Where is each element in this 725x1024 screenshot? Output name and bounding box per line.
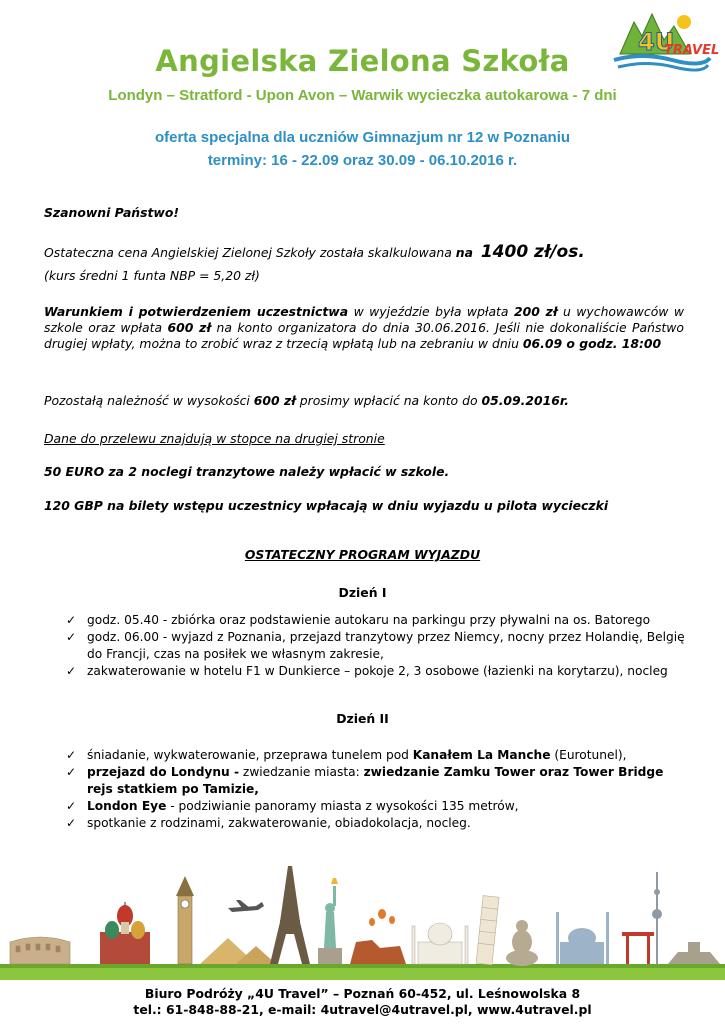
exchange-rate: (kurs średni 1 funta NBP = 5,20 zł) [44, 268, 260, 283]
dates-line: terminy: 16 - 22.09 oraz 30.09 - 06.10.2016 r. [207, 152, 518, 169]
day1-heading: Dzień I [338, 585, 387, 600]
buddha-statue-icon [506, 920, 538, 966]
landmarks-skyline-illustration [0, 862, 725, 980]
list-item [66, 764, 686, 798]
list-item-text: spotkanie z rodzinami, zakwaterowanie, obiadokolacja, nocleg. [87, 816, 471, 830]
footer-address: Biuro Podróży „4U Travel” – Poznań 60-452, ul. Leśnowolska 8 [144, 986, 581, 1001]
mayan-pyramid-icon [668, 942, 720, 964]
torii-gate-icon [622, 932, 654, 964]
list-item-bold: zwiedzanie Zamku Tower oraz Tower Bridge rejs statkiem po Tamizie, [87, 765, 664, 796]
offer-block [0, 126, 725, 172]
list-item [66, 815, 686, 832]
condition-text-2: u wychowawców w szkole oraz wpłata [44, 304, 684, 335]
list-item-text: godz. 05.40 - zbiórka oraz podstawienie autokaru na parkingu przy pływalni na os. Batorego [87, 613, 651, 627]
remaining-amount: 600 zł [253, 393, 296, 408]
list-item [66, 747, 686, 764]
greeting: Szanowni Państwo! [44, 205, 180, 220]
list-item [66, 663, 686, 680]
big-ben-icon [176, 876, 194, 964]
amount-200: 200 zł [513, 304, 558, 319]
taj-mahal-icon [412, 923, 468, 964]
eiffel-tower-icon [270, 866, 310, 964]
airplane-icon [228, 900, 264, 912]
pyramids-icon [200, 938, 276, 964]
condition-text-1: w wyjeździe była wpłata [348, 304, 514, 319]
transfer-note: Dane do przelewu znajdują w stopce na drugiej stronie [44, 431, 385, 446]
list-item-bold: London Eye [87, 799, 167, 813]
footer-contact: tel.: 61-848-88-21, e-mail: 4utravel@4utravel.pl, www.4utravel.pl [133, 1002, 592, 1017]
list-item-text: zwiedzanie miasta: [239, 765, 364, 779]
euro-note: 50 EURO za 2 noclegi tranzytowe należy wpłacić w szkole. [44, 464, 450, 479]
check-icon: ✓ [66, 630, 77, 644]
remaining-text-2: prosimy wpłacić na konto do [295, 393, 482, 408]
svg-text:TRAVEL: TRAVEL [664, 43, 720, 58]
statue-of-liberty-icon [318, 878, 342, 964]
condition-bold: Warunkiem i potwierdzeniem uczestnictwa [44, 304, 349, 319]
condition-text-3: na konto organizatora do dnia 30.06.2016. Jeśli nie dokonaliście Państwo drugiej wpłaty, można to zrobić wraz z trzecią wpłatą lub na zebraniu w dniu [44, 320, 684, 351]
offer-line: oferta specjalna dla uczniów Gimnazjum nr 12 w Poznaniu [154, 129, 571, 146]
meeting-date: 06.09 o godz. 18:00 [522, 336, 662, 351]
list-item [66, 612, 686, 629]
remaining-payment [44, 393, 684, 409]
trip-subtitle: Londyn – Stratford - Upon Avon – Warwik wycieczka autokarowa - 7 dni [108, 87, 617, 104]
list-item-bold: przejazd do Londynu - [87, 765, 240, 779]
remaining-text-1: Pozostałą należność w wysokości [44, 393, 254, 408]
amount-600: 600 zł [167, 320, 212, 335]
list-item-bold: Kanałem La Manche [412, 748, 551, 762]
remaining-date: 05.09.2016r. [481, 393, 569, 408]
list-item-text: godz. 06.00 - wyjazd z Poznania, przejazd tranzytowy przez Niemcy, nocny przez Holandię, Belgię do Francji, czas na posiłek we własnym zakresie, [87, 630, 685, 661]
st-basils-cathedral-icon [100, 902, 150, 964]
day1-list [66, 612, 686, 680]
gbp-note: 120 GBP na bilety wstępu uczestnicy wpłacają w dniu wyjazdu u pilota wycieczki [44, 498, 609, 513]
hot-air-balloons-icon [369, 909, 395, 926]
check-icon: ✓ [66, 664, 77, 678]
price-text: Ostateczna cena Angielskiej Zielonej Szkoły została skalkulowana [44, 245, 456, 260]
day2-list [66, 747, 686, 832]
check-icon: ✓ [66, 765, 77, 779]
price-na: na [455, 245, 473, 260]
check-icon: ✓ [66, 816, 77, 830]
list-item-text: śniadanie, wykwaterowanie, przeprawa tunelem pod [87, 748, 413, 762]
list-item [66, 798, 686, 815]
list-item-text: - podziwianie panoramy miasta z wysokości 135 metrów, [166, 799, 519, 813]
list-item [66, 629, 686, 663]
check-icon: ✓ [66, 799, 77, 813]
red-rock-icon [350, 940, 406, 964]
list-item-text: (Eurotunel), [550, 748, 627, 762]
svg-text:4U: 4U [638, 28, 675, 56]
day2-heading: Dzień II [336, 711, 389, 726]
program-heading: OSTATECZNY PROGRAM WYJAZDU [244, 547, 481, 562]
colosseum-icon [10, 937, 70, 964]
mosque-icon [556, 912, 609, 964]
tv-tower-icon [652, 872, 662, 964]
leaning-tower-of-pisa-icon [476, 896, 499, 965]
list-item-text: zakwaterowanie w hotelu F1 w Dunkierce – pokoje 2, 3 osobowe (łazienki na korytarzu), nocleg [87, 664, 668, 678]
page-title: Angielska Zielona Szkoła [155, 44, 570, 78]
footer [0, 986, 725, 1018]
check-icon: ✓ [66, 613, 77, 627]
condition-paragraph [44, 304, 684, 352]
price-line [44, 244, 684, 261]
price-value: 1400 zł/os. [480, 242, 585, 262]
check-icon: ✓ [66, 748, 77, 762]
